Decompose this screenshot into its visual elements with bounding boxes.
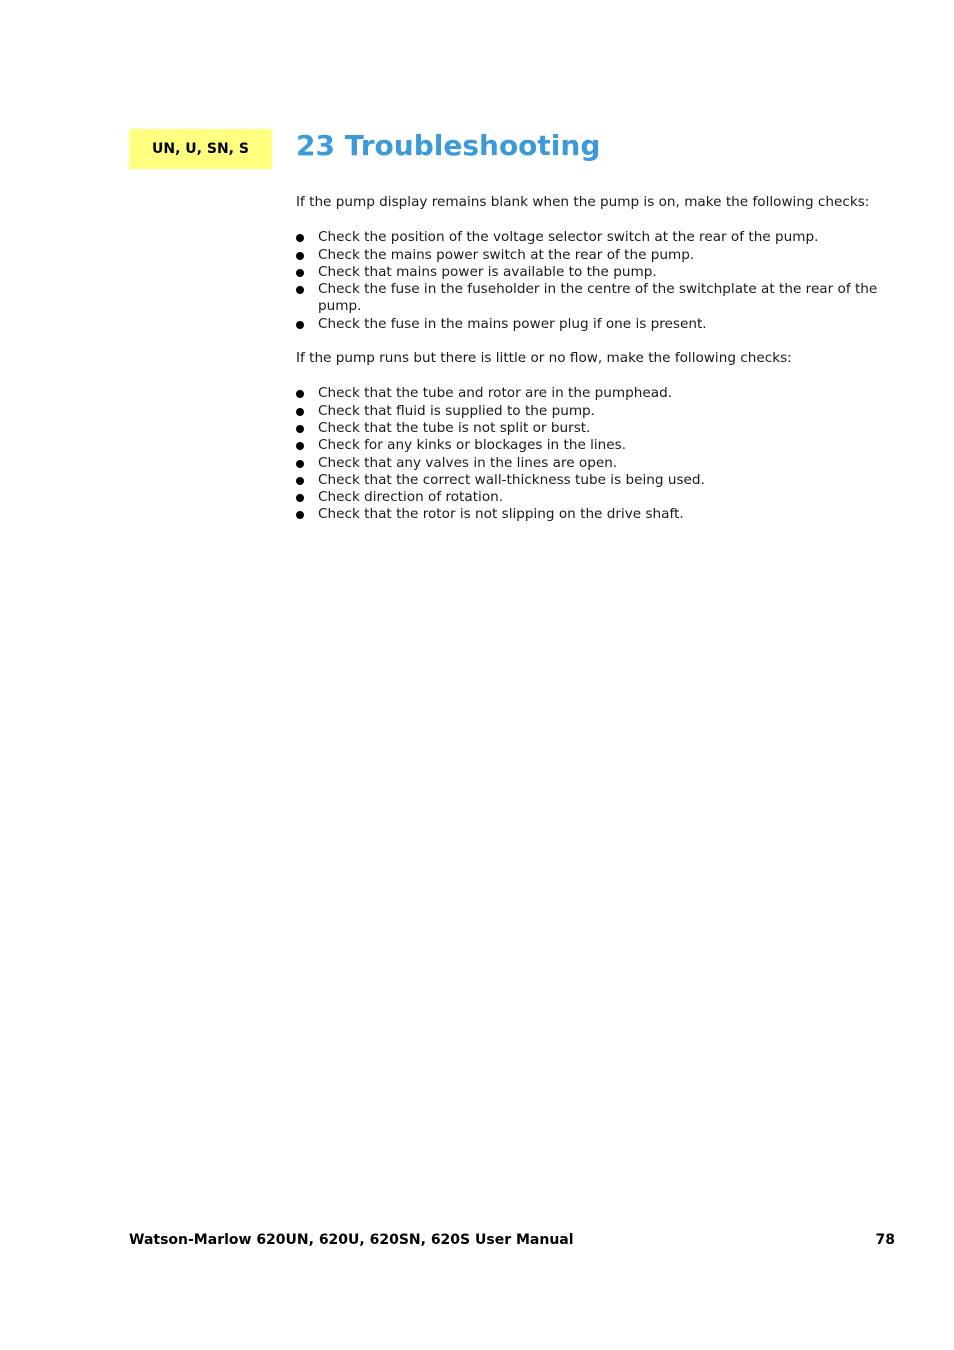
bullet-icon [296, 269, 304, 277]
model-applicability-tag: UN, U, SN, S [129, 129, 272, 169]
list-item [296, 247, 896, 264]
list-item [296, 403, 896, 420]
list-item [296, 489, 896, 506]
bullet-icon [296, 321, 304, 329]
bullet-icon [296, 425, 304, 433]
manual-title: Watson-Marlow 620UN, 620U, 620SN, 620S User Manual [129, 1232, 574, 1248]
bullet-icon [296, 390, 304, 398]
list-item-text: Check that the tube is not split or burst. [318, 419, 591, 436]
blank-display-checklist [296, 229, 896, 333]
no-flow-checklist [296, 385, 896, 523]
bullet-icon [296, 494, 304, 502]
intro-no-flow: If the pump runs but there is little or no flow, make the following checks: [296, 350, 792, 367]
intro-blank-display: If the pump display remains blank when the pump is on, make the following checks: [296, 194, 870, 210]
list-item [296, 472, 896, 489]
list-item [296, 385, 896, 402]
section-content [296, 194, 896, 541]
list-item [296, 437, 896, 454]
list-item-text: Check the mains power switch at the rear of the pump. [318, 246, 695, 263]
list-item-text: Check that the tube and rotor are in the pumphead. [318, 385, 673, 402]
list-item-text: Check the position of the voltage selector switch at the rear of the pump. [318, 229, 819, 246]
page-footer [129, 1230, 895, 1250]
bullet-icon [296, 460, 304, 468]
section-title: 23 Troubleshooting [296, 129, 601, 162]
list-item-text: Check direction of rotation. [318, 489, 504, 506]
bullet-icon [296, 286, 304, 294]
list-item [296, 229, 896, 246]
list-item-text: Check the fuse in the mains power plug if one is present. [318, 315, 707, 332]
list-item-text: Check that the rotor is not slipping on the drive shaft. [318, 506, 684, 523]
list-item [296, 316, 896, 333]
page-number: 78 [875, 1232, 895, 1248]
bullet-icon [296, 511, 304, 519]
bullet-icon [296, 442, 304, 450]
bullet-icon [296, 252, 304, 260]
list-item [296, 506, 896, 523]
list-item-text: Check the fuse in the fuseholder in the centre of the switchplate at the rear of the pump. [318, 281, 878, 315]
list-item-text: Check that fluid is supplied to the pump. [318, 402, 596, 419]
list-item [296, 455, 896, 472]
bullet-icon [296, 234, 304, 242]
list-item-text: Check for any kinks or blockages in the lines. [318, 437, 627, 454]
list-item-text: Check that mains power is available to the pump. [318, 263, 657, 280]
list-item [296, 264, 896, 281]
list-item [296, 420, 896, 437]
bullet-icon [296, 477, 304, 485]
bullet-icon [296, 408, 304, 416]
list-item [296, 281, 896, 316]
list-item-text: Check that the correct wall-thickness tube is being used. [318, 471, 705, 488]
list-item-text: Check that any valves in the lines are open. [318, 454, 618, 471]
